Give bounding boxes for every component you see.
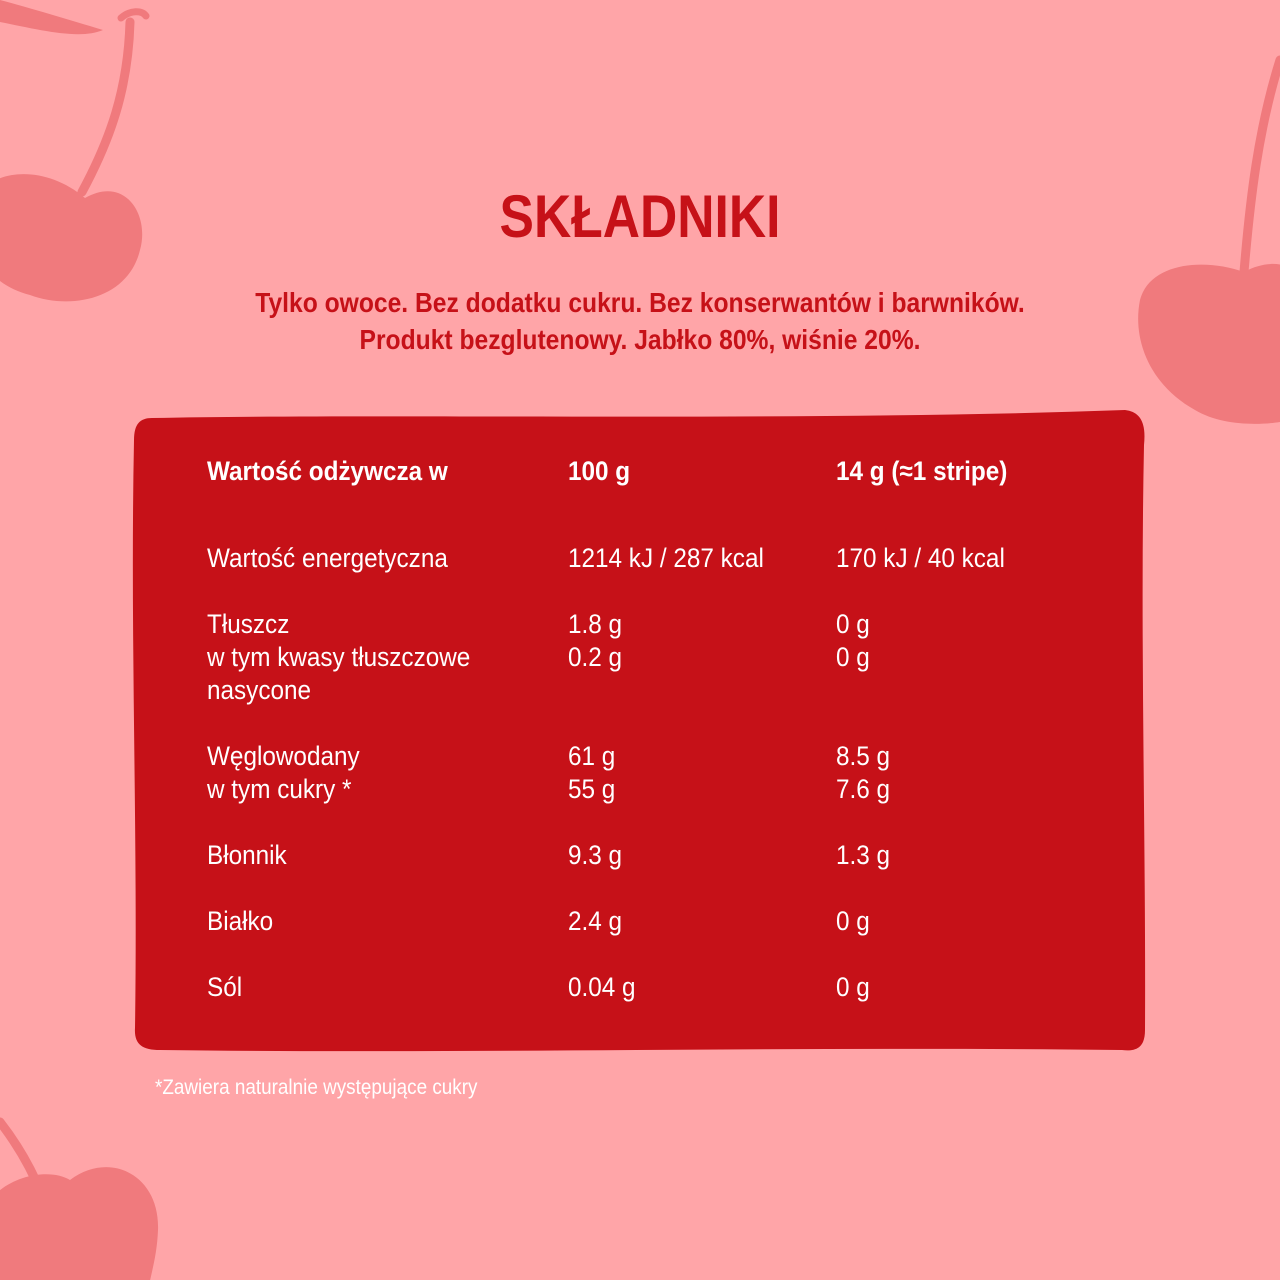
row-label: Wartość energetyczna	[207, 543, 448, 573]
row-value-portion: 1.3 g	[836, 840, 891, 870]
row-value-100g: 0.04 g	[568, 972, 636, 1002]
row-value-100g: 2.4 g	[568, 906, 623, 936]
row-value-portion: 0 g	[836, 972, 870, 1002]
header-per-portion: 14 g (≈1 stripe)	[836, 456, 1008, 486]
row-value-portion: 8.5 g 7.6 g	[836, 741, 891, 804]
row-value-100g: 1214 kJ / 287 kcal	[568, 543, 764, 573]
row-label: Węglowodany w tym cukry *	[207, 741, 360, 804]
row-label: Błonnik	[207, 840, 287, 870]
header-label: Wartość odżywcza w	[207, 456, 448, 486]
page-title: SKŁADNIKI	[499, 183, 781, 250]
footnote: *Zawiera naturalnie występujące cukry	[155, 1076, 478, 1099]
header-per-100g: 100 g	[568, 456, 631, 486]
row-value-portion: 0 g 0 g	[836, 609, 870, 672]
row-value-portion: 170 kJ / 40 kcal	[836, 543, 1005, 573]
ingredients-line-1: Tylko owoce. Bez dodatku cukru. Bez konserwantów i barwników.	[255, 287, 1025, 318]
row-value-100g: 9.3 g	[568, 840, 623, 870]
row-value-100g: 1.8 g 0.2 g	[568, 609, 623, 672]
row-value-100g: 61 g 55 g	[568, 741, 616, 804]
row-label: Tłuszcz w tym kwasy tłuszczowe nasycone	[207, 609, 471, 705]
row-label: Białko	[207, 906, 274, 936]
row-label: Sól	[207, 972, 243, 1002]
ingredients-line-2: Produkt bezglutenowy. Jabłko 80%, wiśnie 20%.	[359, 324, 921, 355]
row-value-portion: 0 g	[836, 906, 870, 936]
